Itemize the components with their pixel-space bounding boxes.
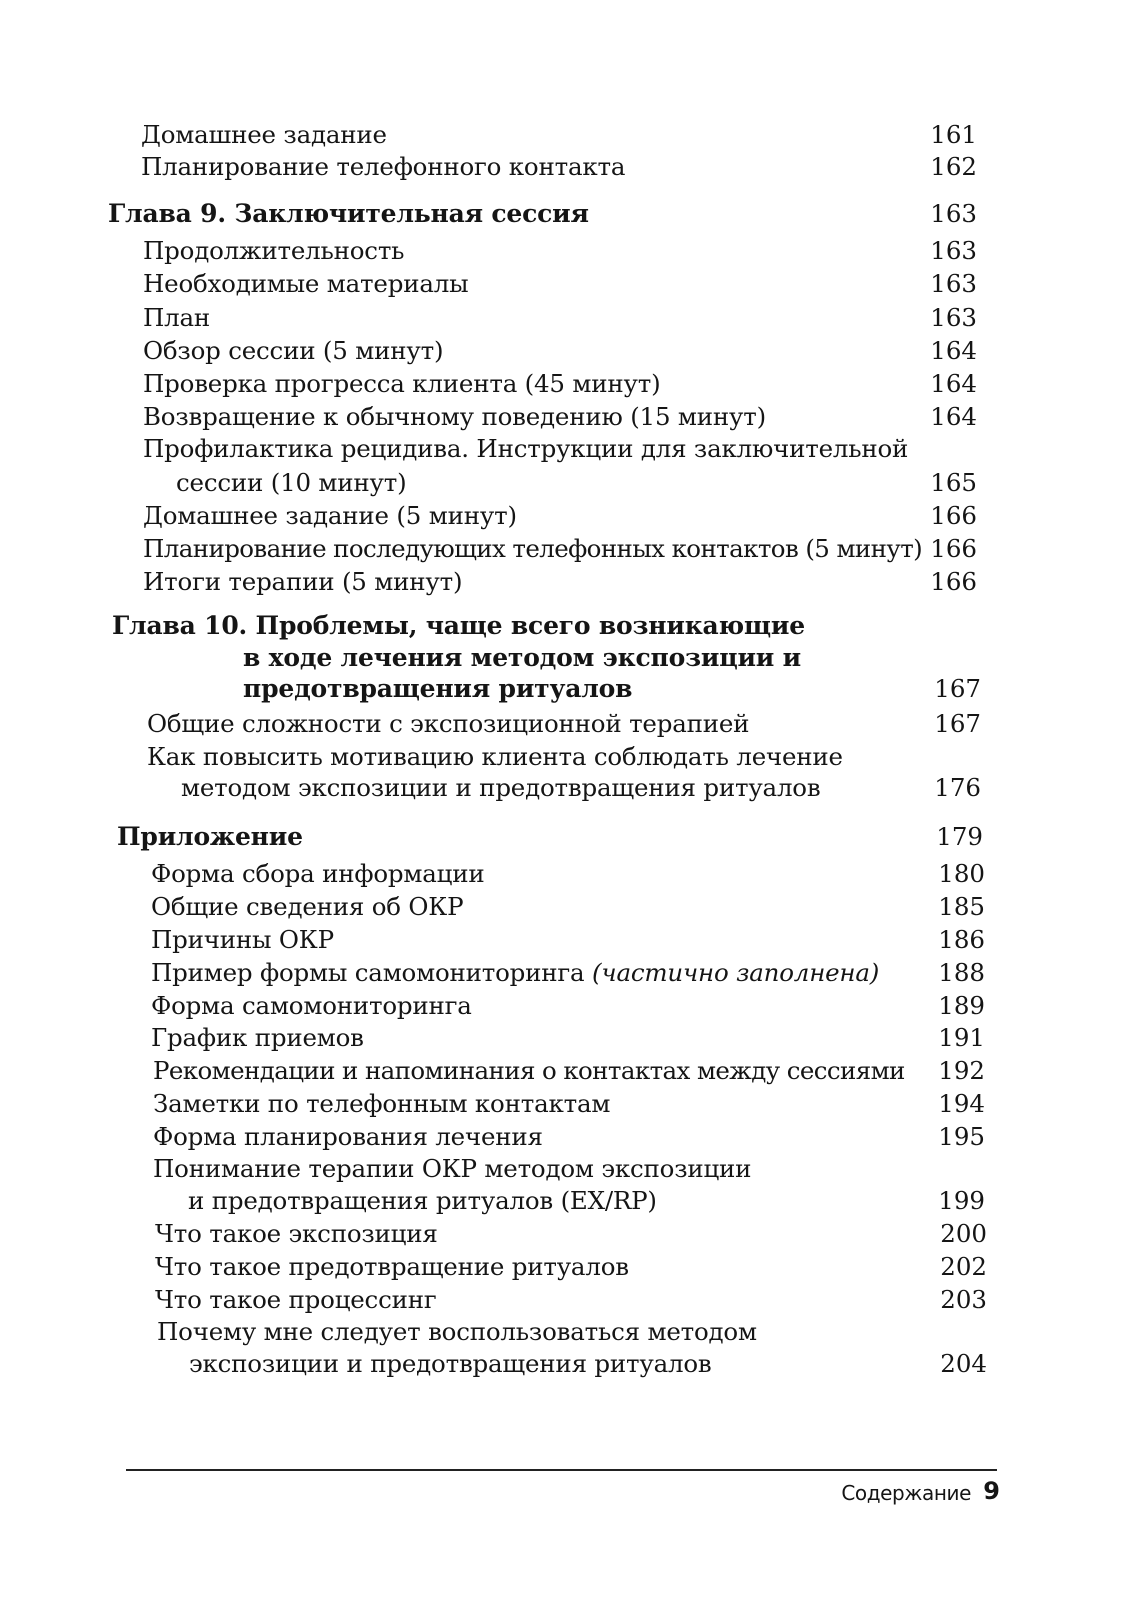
running-footer-title: Содержание bbox=[841, 1481, 971, 1505]
toc-page-number: 166 bbox=[930, 567, 977, 596]
page-number: 9 bbox=[983, 1477, 1000, 1505]
toc-row bbox=[0, 1021, 1126, 1055]
toc-page-number: 202 bbox=[940, 1252, 987, 1281]
toc-entry-text: Обзор сессии (5 минут) bbox=[143, 336, 444, 365]
toc-chapter-row bbox=[0, 820, 1126, 854]
toc-page-number: 179 bbox=[936, 822, 983, 851]
toc-chapter-row bbox=[0, 197, 1126, 231]
toc-chapter-title: в ходе лечения методом экспозиции и bbox=[243, 643, 801, 672]
toc-entry-text: Продолжительность bbox=[143, 236, 405, 265]
toc-page-number: 200 bbox=[940, 1219, 987, 1248]
toc-row bbox=[0, 740, 1126, 774]
toc-chapter-title: Приложение bbox=[117, 822, 303, 851]
toc-chapter-title: Глава 9. Заключительная сессия bbox=[108, 199, 589, 228]
toc-row bbox=[0, 150, 1126, 184]
toc-entry-text: сессии (10 минут) bbox=[176, 468, 407, 497]
toc-page-number: 163 bbox=[930, 236, 977, 265]
toc-row bbox=[0, 1283, 1126, 1317]
toc-entry-text: Форма сбора информации bbox=[151, 859, 485, 888]
toc-entry-text: Домашнее задание (5 минут) bbox=[143, 501, 517, 530]
toc-row bbox=[0, 1054, 1126, 1088]
toc-page-number: 163 bbox=[930, 199, 977, 228]
toc-page-number: 192 bbox=[938, 1056, 985, 1085]
toc-row bbox=[0, 1184, 1126, 1218]
toc-entry-italic-note: (частично заполнена) bbox=[592, 958, 880, 987]
toc-chapter-row bbox=[0, 609, 1126, 643]
toc-chapter-row bbox=[0, 672, 1126, 706]
toc-page-number: 195 bbox=[938, 1122, 985, 1151]
toc-entry-text: Домашнее задание bbox=[141, 120, 387, 149]
toc-entry-text: Общие сведения об ОКР bbox=[151, 892, 464, 921]
toc-entry-text: Общие сложности с экспозиционной терапией bbox=[147, 709, 750, 738]
toc-row bbox=[0, 1250, 1126, 1284]
toc-entry-text: Планирование телефонного контакта bbox=[141, 152, 626, 181]
toc-row bbox=[0, 771, 1126, 805]
toc-entry-main: Пример формы самомониторинга bbox=[151, 958, 585, 987]
toc-page-number: 191 bbox=[938, 1023, 985, 1052]
toc-row bbox=[0, 499, 1126, 533]
toc-row bbox=[0, 989, 1126, 1023]
toc-entry-text: Как повысить мотивацию клиента соблюдать лечение bbox=[147, 742, 843, 771]
toc-entry-text: Итоги терапии (5 минут) bbox=[143, 567, 463, 596]
toc-page-number: 180 bbox=[938, 859, 985, 888]
toc-entry-text: План bbox=[143, 303, 211, 332]
toc-page-number: 186 bbox=[938, 925, 985, 954]
toc-entry-text: Что такое предотвращение ритуалов bbox=[155, 1252, 629, 1281]
toc-row bbox=[0, 923, 1126, 957]
toc-row bbox=[0, 367, 1126, 401]
toc-row bbox=[0, 334, 1126, 368]
toc-page-number: 163 bbox=[930, 269, 977, 298]
toc-row bbox=[0, 1087, 1126, 1121]
toc-page-number: 164 bbox=[930, 369, 977, 398]
toc-row bbox=[0, 857, 1126, 891]
toc-entry-text: Профилактика рецидива. Инструкции для заключительной bbox=[143, 434, 909, 463]
toc-row bbox=[0, 532, 1126, 566]
toc-entry-text: Что такое экспозиция bbox=[155, 1219, 438, 1248]
toc-entry-text: Планирование последующих телефонных контактов (5 минут) bbox=[143, 534, 923, 563]
toc-page-number: 164 bbox=[930, 402, 977, 431]
toc-page-number: 188 bbox=[938, 958, 985, 987]
toc-entry-text: Необходимые материалы bbox=[143, 269, 469, 298]
toc-chapter-title: Глава 10. Проблемы, чаще всего возникающие bbox=[112, 611, 805, 640]
toc-page-number: 161 bbox=[930, 120, 977, 149]
toc-entry-text: График приемов bbox=[151, 1023, 364, 1052]
toc-row bbox=[0, 1120, 1126, 1154]
toc-page-number: 203 bbox=[940, 1285, 987, 1314]
toc-entry-text: Рекомендации и напоминания о контактах между сессиями bbox=[153, 1056, 905, 1085]
toc-row bbox=[0, 1347, 1126, 1381]
toc-row bbox=[0, 267, 1126, 301]
toc-page-number: 176 bbox=[934, 773, 981, 802]
toc-entry-text: методом экспозиции и предотвращения ритуалов bbox=[181, 773, 821, 802]
toc-page-number: 164 bbox=[930, 336, 977, 365]
toc-page-number: 167 bbox=[934, 709, 981, 738]
toc-page-number: 194 bbox=[938, 1089, 985, 1118]
toc-row bbox=[0, 118, 1126, 152]
toc-entry-text: Заметки по телефонным контактам bbox=[153, 1089, 611, 1118]
toc-row bbox=[0, 565, 1126, 599]
toc-page-number: 185 bbox=[938, 892, 985, 921]
toc-page-number: 165 bbox=[930, 468, 977, 497]
toc-page-number: 166 bbox=[930, 534, 977, 563]
toc-entry-text bbox=[151, 956, 879, 990]
footer-divider bbox=[126, 1469, 997, 1471]
toc-entry-text: Причины ОКР bbox=[151, 925, 334, 954]
toc-row bbox=[0, 301, 1126, 335]
toc-page-number: 189 bbox=[938, 991, 985, 1020]
toc-page-number: 167 bbox=[934, 674, 981, 703]
toc-entry-text: Форма планирования лечения bbox=[153, 1122, 543, 1151]
toc-row bbox=[0, 956, 1126, 990]
toc-row bbox=[0, 234, 1126, 268]
toc-row bbox=[0, 890, 1126, 924]
toc-page-number: 163 bbox=[930, 303, 977, 332]
toc-entry-text: Проверка прогресса клиента (45 минут) bbox=[143, 369, 661, 398]
toc-page-number: 199 bbox=[938, 1186, 985, 1215]
toc-entry-text: Возвращение к обычному поведению (15 минут) bbox=[143, 402, 766, 431]
toc-entry-text: экспозиции и предотвращения ритуалов bbox=[189, 1349, 712, 1378]
toc-page-number: 166 bbox=[930, 501, 977, 530]
toc-page-number: 162 bbox=[930, 152, 977, 181]
toc-row bbox=[0, 1217, 1126, 1251]
toc-page-number: 204 bbox=[940, 1349, 987, 1378]
toc-entry-text: Почему мне следует воспользоваться методом bbox=[157, 1317, 757, 1346]
toc-entry-text: Понимание терапии ОКР методом экспозиции bbox=[153, 1154, 752, 1183]
toc-row bbox=[0, 707, 1126, 741]
toc-row bbox=[0, 400, 1126, 434]
toc-chapter-title: предотвращения ритуалов bbox=[243, 674, 633, 703]
toc-row bbox=[0, 466, 1126, 500]
toc-row bbox=[0, 432, 1126, 466]
toc-chapter-row bbox=[0, 641, 1126, 675]
toc-entry-text: и предотвращения ритуалов (EX/RP) bbox=[188, 1186, 657, 1215]
toc-row bbox=[0, 1315, 1126, 1349]
toc-row bbox=[0, 1152, 1126, 1186]
toc-entry-text: Что такое процессинг bbox=[155, 1285, 437, 1314]
toc-entry-text: Форма самомониторинга bbox=[151, 991, 472, 1020]
